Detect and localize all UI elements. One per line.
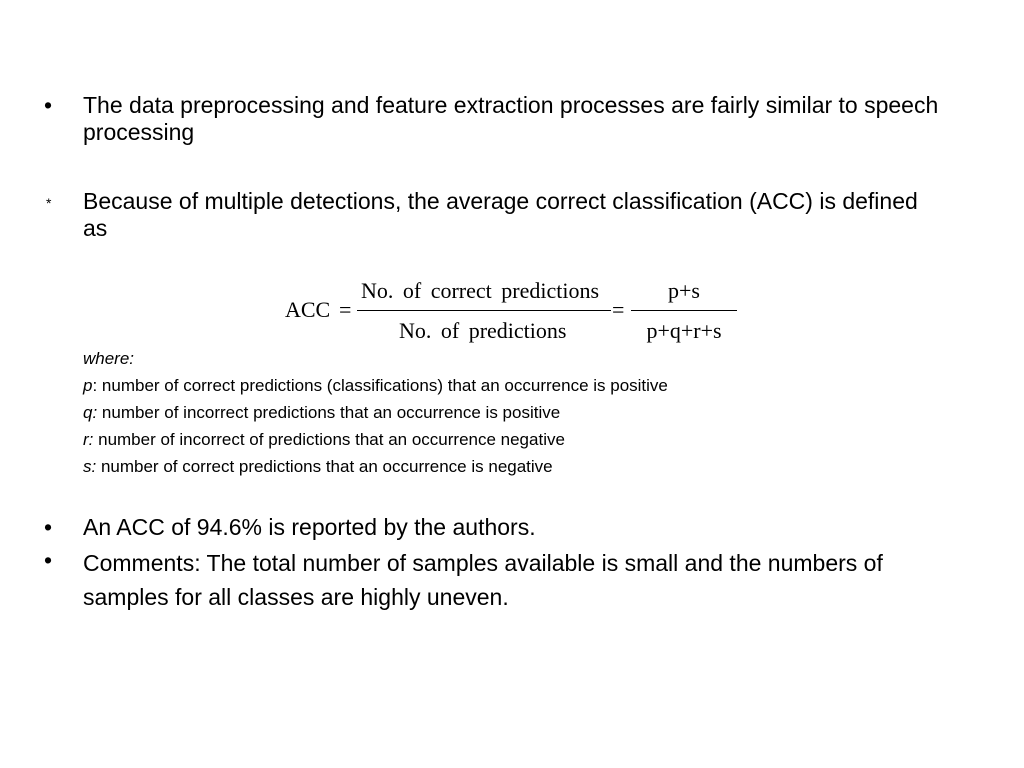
definition-symbol: s: <box>83 457 97 476</box>
definition-s <box>83 453 963 480</box>
definition-text: number of incorrect predictions that an occurrence is positive <box>97 403 561 422</box>
bullet-text: The data preprocessing and feature extraction processes are fairly similar to speech processing <box>83 92 939 145</box>
definitions-heading: where: <box>83 349 135 368</box>
fraction1-numerator: No. of correct predictions <box>361 278 600 303</box>
definition-q <box>83 399 963 426</box>
definition-text: number of correct predictions that an occurrence is negative <box>96 457 553 476</box>
fraction1-bar <box>357 310 611 311</box>
fraction2-numerator: p+s <box>668 278 700 303</box>
definition-text: number of correct predictions (classifications) that an occurrence is positive <box>97 376 668 395</box>
bullet-text: Because of multiple detections, the average correct classification (ACC) is defined as <box>83 188 918 241</box>
formula-equals: = <box>612 297 625 322</box>
definition-p <box>83 372 963 399</box>
fraction2-denominator: p+q+r+s <box>646 318 722 343</box>
definition-symbol: r: <box>83 430 94 449</box>
definition-symbol: p <box>83 376 93 395</box>
bullet-text: An ACC of 94.6% is reported by the authors. <box>83 514 536 540</box>
bullet-text: Comments: The total number of samples available is small and the numbers of samples for all classes are highly uneven. <box>83 550 883 610</box>
formula-lhs: ACC <box>285 297 331 322</box>
bullet-marker: • <box>44 92 53 118</box>
definition-separator: : <box>92 376 98 395</box>
definition-text: number of incorrect of predictions that an occurrence negative <box>93 430 565 449</box>
acc-formula <box>285 280 755 344</box>
variable-definitions <box>83 345 963 480</box>
fraction1-denominator: No. of predictions <box>399 318 567 343</box>
definition-symbol: q: <box>83 403 98 422</box>
fraction2-bar <box>631 310 737 311</box>
bullet-marker: • <box>44 547 53 573</box>
definition-r <box>83 426 963 453</box>
bullet-marker: * <box>46 195 52 211</box>
bullet-marker: • <box>44 514 53 540</box>
formula-equals: = <box>339 297 352 322</box>
